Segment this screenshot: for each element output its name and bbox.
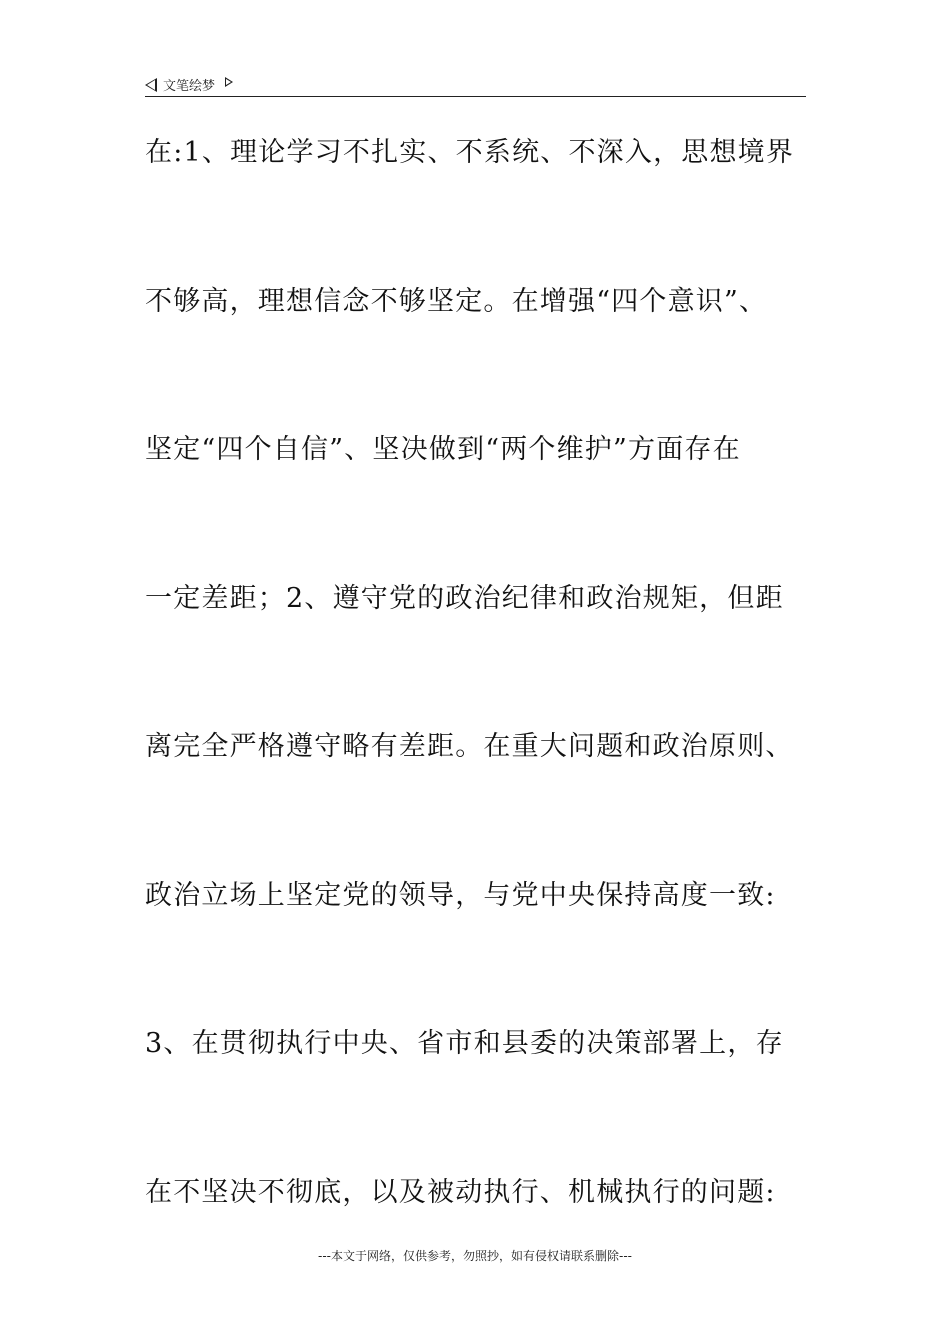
body-line: 在:1、理论学习不扎实、不系统、不深入，思想境界 xyxy=(145,137,795,168)
body-line: 在不坚决不彻底，以及被动执行、机械执行的问题: xyxy=(145,1176,776,1208)
body-line: 坚定“四个自信”、坚决做到“两个维护”方面存在 xyxy=(145,434,741,465)
triangle-left-icon xyxy=(145,78,157,92)
page-header xyxy=(145,73,806,97)
header-title: 文笔绘梦 xyxy=(163,79,216,94)
body-line: 一定差距；2、遵守党的政治纪律和政治规矩，但距 xyxy=(145,582,784,614)
body-line: 政治立场上坚定党的领导，与党中央保持高度一致: xyxy=(145,879,776,911)
triangle-right-icon xyxy=(225,77,233,87)
header-brand xyxy=(145,75,233,94)
body-line: 不够高，理想信念不够坚定。在增强“四个意识”、 xyxy=(145,285,768,317)
document-body xyxy=(145,128,810,1316)
body-line: 3、在贯彻执行中央、省市和县委的决策部署上，存 xyxy=(145,1028,784,1059)
footer-disclaimer: ---本文于网络，仅供参考，勿照抄，如有侵权请联系删除--- xyxy=(318,1249,632,1263)
body-line: 离完全严格遵守略有差距。在重大问题和政治原则、 xyxy=(145,731,794,762)
